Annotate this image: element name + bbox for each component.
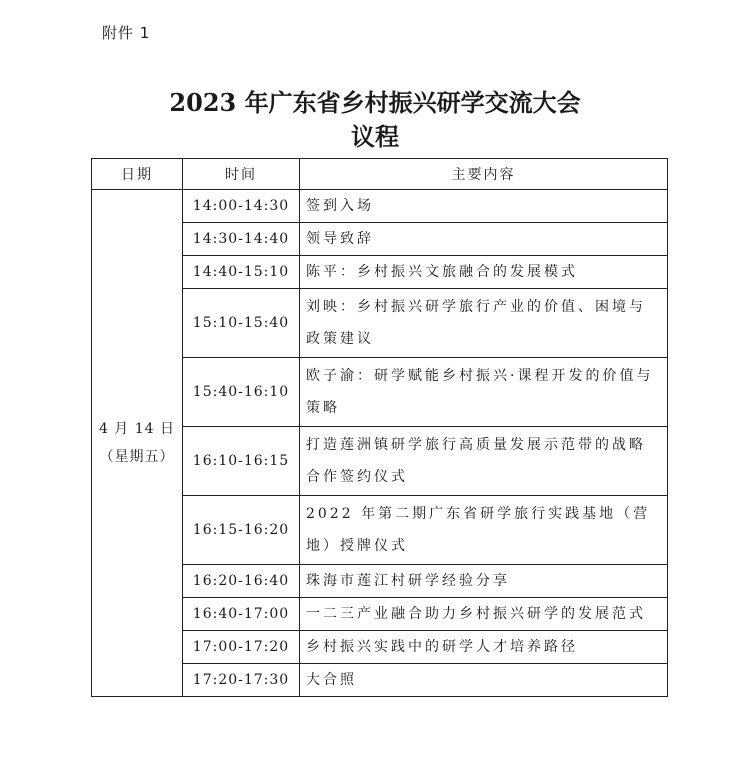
content-cell: 领导致辞 <box>300 223 668 256</box>
time-cell: 17:00-17:20 <box>183 631 300 664</box>
date-cell <box>92 190 183 697</box>
table-row <box>92 190 668 223</box>
time-cell: 16:40-17:00 <box>183 598 300 631</box>
content-cell: 珠海市莲江村研学经验分享 <box>300 565 668 598</box>
header-time: 时间 <box>183 159 300 190</box>
header-content: 主要内容 <box>300 159 668 190</box>
time-cell: 14:30-14:40 <box>183 223 300 256</box>
attachment-label: 附件 1 <box>102 24 151 42</box>
content-cell: 大合照 <box>300 664 668 697</box>
header-date: 日期 <box>92 159 183 190</box>
time-cell: 15:40-16:10 <box>183 358 300 427</box>
content-cell: 欧子渝：研学赋能乡村振兴·课程开发的价值与策略 <box>300 358 668 427</box>
content-cell: 刘映：乡村振兴研学旅行产业的价值、困境与政策建议 <box>300 289 668 358</box>
agenda-table <box>91 158 668 697</box>
document-title: 2023 年广东省乡村振兴研学交流大会 <box>169 88 581 117</box>
content-cell: 2022 年第二期广东省研学旅行实践基地（营地）授牌仪式 <box>300 496 668 565</box>
content-cell: 签到入场 <box>300 190 668 223</box>
time-cell: 16:20-16:40 <box>183 565 300 598</box>
content-cell: 一二三产业融合助力乡村振兴研学的发展范式 <box>300 598 668 631</box>
time-cell: 14:40-15:10 <box>183 256 300 289</box>
content-cell: 陈平：乡村振兴文旅融合的发展模式 <box>300 256 668 289</box>
table-header-row <box>92 159 668 190</box>
time-cell: 14:00-14:30 <box>183 190 300 223</box>
document-subtitle: 议程 <box>351 122 399 151</box>
content-cell: 乡村振兴实践中的研学人才培养路径 <box>300 631 668 664</box>
date-text: 4 月 14 日 <box>98 421 176 437</box>
time-cell: 15:10-15:40 <box>183 289 300 358</box>
content-cell: 打造莲洲镇研学旅行高质量发展示范带的战略合作签约仪式 <box>300 427 668 496</box>
time-cell: 17:20-17:30 <box>183 664 300 697</box>
weekday-text: （星期五） <box>99 449 175 465</box>
time-cell: 16:15-16:20 <box>183 496 300 565</box>
time-cell: 16:10-16:15 <box>183 427 300 496</box>
